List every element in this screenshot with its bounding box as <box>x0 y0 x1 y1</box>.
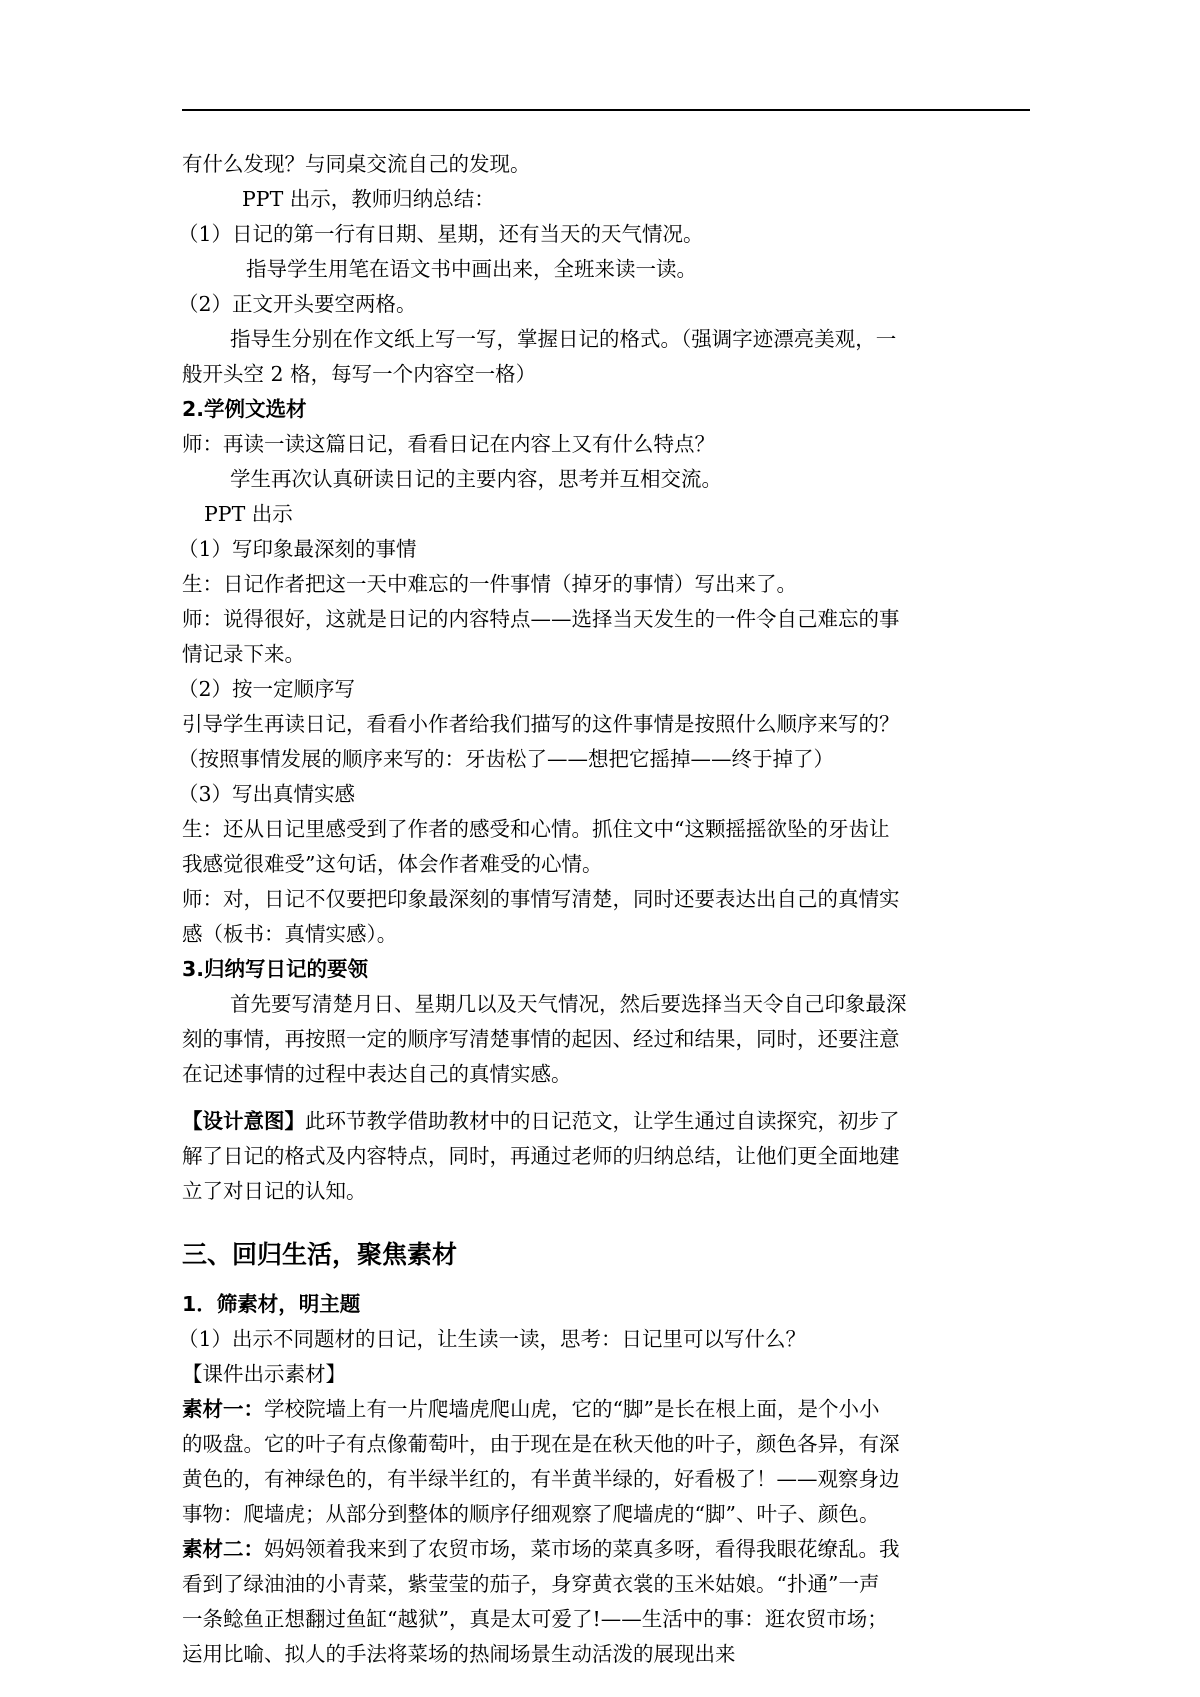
text-line: PPT 出示 <box>204 502 293 526</box>
material-line <box>182 1532 1032 1567</box>
text-line: 刻的事情，再按照一定的顺序写清楚事情的起因、经过和结果，同时，还要注意 <box>182 1027 900 1051</box>
material-label: 素材二： <box>182 1537 264 1561</box>
text-line: 看到了绿油油的小青菜，紫莹莹的茄子，身穿黄衣裳的玉米姑娘。“扑通”一声 <box>182 1572 880 1596</box>
sub-heading: 2.学例文选材 <box>182 397 307 421</box>
text-line: 黄色的，有神绿色的，有半绿半红的，有半黄半绿的，好看极了！——观察身边 <box>182 1467 900 1491</box>
spacer <box>182 1275 1032 1287</box>
text-line: 在记述事情的过程中表达自己的真情实感。 <box>182 1062 572 1086</box>
text-line: 生：日记作者把这一天中难忘的一件事情（掉牙的事情）写出来了。 <box>182 572 797 596</box>
sub-heading: 3.归纳写日记的要领 <box>182 957 369 981</box>
text-line: （3）写出真情实感 <box>178 782 356 806</box>
text-line: （1）出示不同题材的日记，让生读一读，思考：日记里可以写什么？ <box>178 1327 807 1351</box>
text-line: 师：说得很好，这就是日记的内容特点——选择当天发生的一件令自己难忘的事 <box>182 607 900 631</box>
text-line: 运用比喻、拟人的手法将菜场的热闹场景生动活泼的展现出来 <box>182 1642 736 1666</box>
text-line: 指导学生用笔在语文书中画出来，全班来读一读。 <box>246 257 697 281</box>
text-line: 【课件出示素材】 <box>182 1362 346 1386</box>
text-line: 一条鲶鱼正想翻过鱼缸“越狱”，真是太可爱了!——生活中的事：逛农贸市场； <box>182 1607 888 1631</box>
text-line: PPT 出示，教师归纳总结： <box>242 187 495 211</box>
text-line: （2）按一定顺序写 <box>178 677 356 701</box>
text-line: 指导生分别在作文纸上写一写，掌握日记的格式。（强调字迹漂亮美观，一 <box>230 327 897 351</box>
text-line: 学生再次认真研读日记的主要内容，思考并互相交流。 <box>230 467 722 491</box>
text-line: 的吸盘。它的叶子有点像葡萄叶，由于现在是在秋天他的叶子，颜色各异，有深 <box>182 1432 900 1456</box>
text-line: 师：对，日记不仅要把印象最深刻的事情写清楚，同时还要表达出自己的真情实 <box>182 887 900 911</box>
section-title: 三、回归生活，聚焦素材 <box>182 1240 458 1269</box>
text-line: （2）正文开头要空两格。 <box>178 292 417 316</box>
text-line: 师：再读一读这篇日记，看看日记在内容上又有什么特点？ <box>182 432 715 456</box>
design-intent-line <box>182 1104 1032 1139</box>
text-line: （1）日记的第一行有日期、星期，还有当天的天气情况。 <box>178 222 704 246</box>
text-line: 我感觉很难受”这句话，体会作者难受的心情。 <box>182 852 603 876</box>
text-line: 般开头空 2 格，每写一个内容空一格） <box>182 362 537 386</box>
header-rule <box>182 109 1030 111</box>
design-intent-label: 【设计意图】 <box>182 1109 305 1133</box>
text-line: 解了日记的格式及内容特点，同时，再通过老师的归纳总结，让他们更全面地建 <box>182 1144 900 1168</box>
text-line: 生：还从日记里感受到了作者的感受和心情。抓住文中“这颗摇摇欲坠的牙齿让 <box>182 817 890 841</box>
material-text: 学校院墙上有一片爬墙虎爬山虎，它的“脚”是长在根上面，是个小小 <box>264 1397 880 1421</box>
material-label: 素材一： <box>182 1397 264 1421</box>
material-line <box>182 1392 1032 1427</box>
text-line: （按照事情发展的顺序来写的：牙齿松了——想把它摇掉——终于掉了） <box>178 747 834 771</box>
document-body <box>178 147 1032 1672</box>
text-line: 引导学生再读日记，看看小作者给我们描写的这件事情是按照什么顺序来写的？ <box>182 712 900 736</box>
text-line: 首先要写清楚月日、星期几以及天气情况，然后要选择当天令自己印象最深 <box>230 992 907 1016</box>
text-line: 事物：爬墙虎；从部分到整体的顺序仔细观察了爬墙虎的“脚”、叶子、颜色。 <box>182 1502 880 1526</box>
design-intent-text: 此环节教学借助教材中的日记范文，让学生通过自读探究，初步了 <box>305 1109 900 1133</box>
text-line: 立了对日记的认知。 <box>182 1179 367 1203</box>
text-line: 感（板书：真情实感）。 <box>182 922 398 946</box>
text-line: 有什么发现？与同桌交流自己的发现。 <box>182 152 531 176</box>
material-text: 妈妈领着我来到了农贸市场，菜市场的菜真多呀，看得我眼花缭乱。我 <box>264 1537 900 1561</box>
sub-heading: 1．筛素材，明主题 <box>182 1292 361 1316</box>
text-line: （1）写印象最深刻的事情 <box>178 537 417 561</box>
spacer <box>182 1092 1032 1104</box>
text-line: 情记录下来。 <box>182 642 305 666</box>
spacer <box>182 1209 1032 1235</box>
